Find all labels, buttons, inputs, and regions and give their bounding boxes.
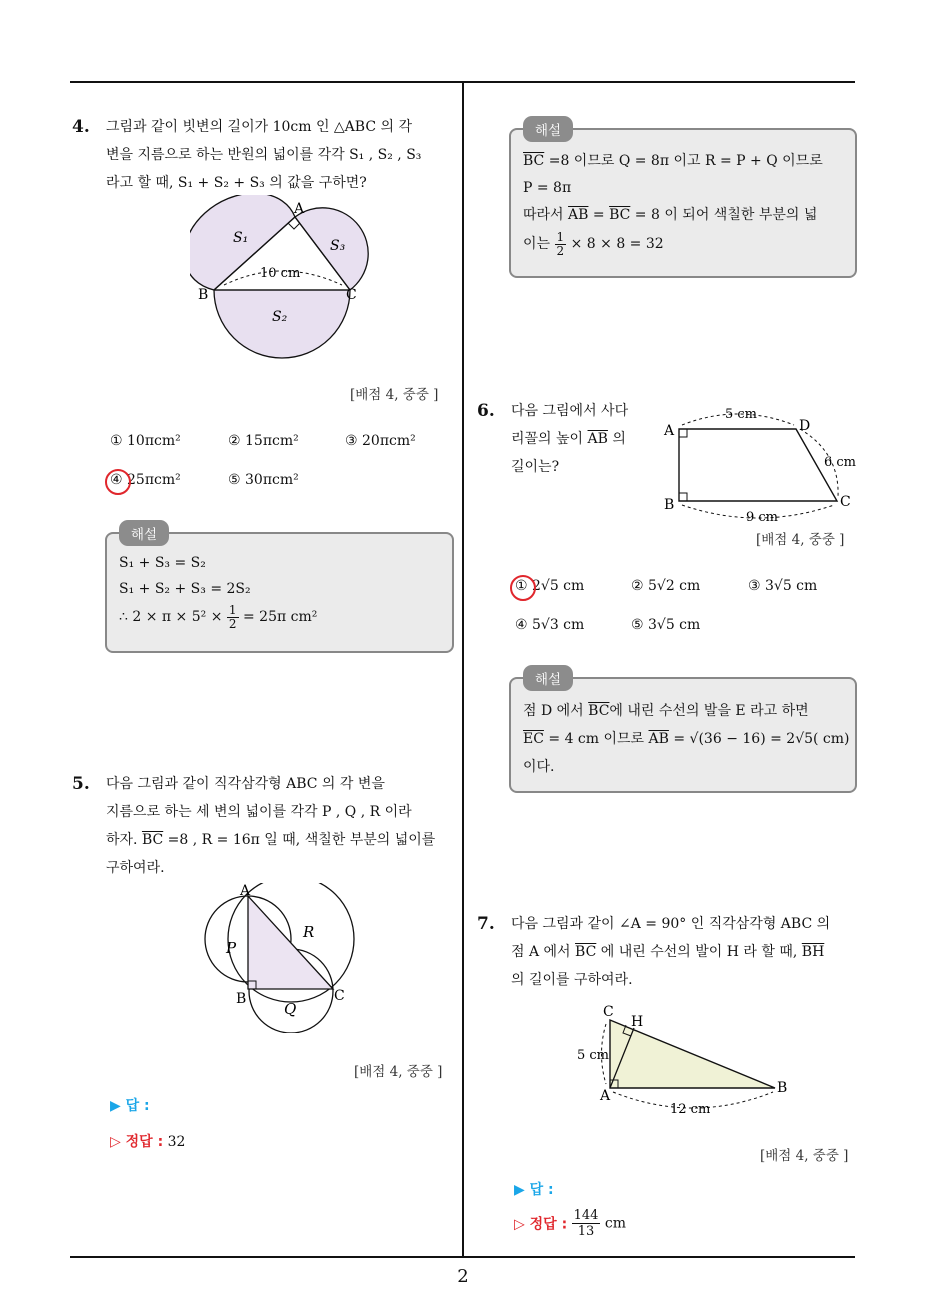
q5-explanation-box: 해설 $\overline{BC} =8$ 이므로 Q = 8π 이고 R = P + Q 이므로 P = 8π 따라서 $\overline{AB} = \overline{BC} = 8$ 이 되어 색칠한 부분의 넓 이는 $\frac{1}{2}$ × 8 × 8 = 32: [509, 128, 857, 278]
question-4-number: 4.: [72, 117, 90, 137]
q7-correct-answer: [514, 1208, 626, 1239]
q5-correct-value: 32: [167, 1134, 186, 1150]
q6-trapezoid: [679, 429, 837, 501]
q7-correct-fraction: $\frac{144}{13}$: [573, 1208, 599, 1239]
q4-explain-line3-result: = 25π cm²: [242, 609, 318, 625]
q4-choice-3[interactable]: ③ 20πcm²: [345, 433, 416, 449]
q6-label-D: D: [799, 418, 811, 434]
q5-label-P: P: [226, 939, 237, 957]
column-divider: [462, 81, 464, 1258]
q4-explain-line2: S₁ + S₂ + S₃ = 2S₂: [119, 581, 251, 597]
q6-answer-mark: [510, 575, 536, 601]
q4-choice-2[interactable]: ② 15πcm²: [228, 433, 299, 449]
q4-choice-4[interactable]: ④ 25πcm²: [110, 472, 181, 488]
q5-label-R: R: [303, 923, 315, 941]
q6-choice-3[interactable]: ③ 3√5 cm: [748, 578, 818, 594]
q5-line1: 다음 그림과 같이 직각삼각형 ABC 의 각 변을: [106, 776, 385, 792]
q4-figure: [190, 195, 380, 365]
q7-label-H: H: [631, 1014, 644, 1030]
q7-label-C: C: [603, 1004, 614, 1020]
q4-answer-mark: [105, 469, 131, 495]
q4-label-S1: S₁: [233, 230, 249, 246]
q6-choice-5[interactable]: ⑤ 3√5 cm: [631, 617, 701, 633]
q4-meta: [배점 4, 중중 ]: [350, 387, 439, 403]
q6-explanation-tag: 해설: [523, 665, 573, 691]
q4-choice-5[interactable]: ⑤ 30πcm²: [228, 472, 299, 488]
q4-label-C: C: [346, 287, 357, 303]
q4-label-S2: S₂: [272, 309, 288, 325]
q6-choice-4[interactable]: ④ 5√3 cm: [515, 617, 585, 633]
q4-explain-line3: ∴ 2 × π × 5² ×: [119, 609, 223, 625]
q5-triangle: [248, 896, 333, 989]
q4-explanation-box: [105, 527, 454, 653]
q4-explain-line1: S₁ + S₃ = S₂: [119, 555, 206, 571]
q7-label-A: A: [600, 1088, 611, 1104]
q6-label-top-length: 5 cm: [725, 407, 758, 422]
q7-correct-unit: cm: [604, 1215, 627, 1232]
q5-correct-answer: [110, 1131, 185, 1151]
q5-explanation-tag: 해설: [523, 116, 573, 142]
q4-label-length: 10 cm: [260, 266, 301, 281]
question-4-text: [106, 113, 456, 197]
q7-label-bottom-length: 12 cm: [670, 1102, 711, 1117]
q6-label-bottom-length: 9 cm: [746, 510, 779, 525]
q5-label-A: A: [240, 883, 251, 899]
q5-explain-fraction: $\frac{1}{2}$: [556, 229, 565, 258]
q4-label-A: A: [294, 201, 305, 217]
question-7-text: 다음 그림과 같이 ∠A = 90° 인 직각삼각형 ABC 의 점 A 에서 $\overline{BC}$ 에 내린 수선의 발이 H 라 할 때, $\overline{BH}$ 의 길이를 구하여라.: [511, 916, 831, 988]
q7-figure: [575, 1000, 795, 1122]
q7-label-left-length: 5 cm: [577, 1048, 610, 1063]
q5-label-Q: Q: [284, 1000, 297, 1018]
q6-label-A: A: [664, 423, 675, 439]
q6-label-B: B: [664, 497, 675, 513]
q7-triangle: [610, 1020, 775, 1088]
q4-line2: 변을 지름으로 하는 반원의 넓이를 각각 S₁ , S₂ , S₃: [106, 147, 422, 163]
q5-label-B: B: [236, 991, 247, 1007]
question-5-number: 5.: [72, 774, 90, 794]
question-5-text: 다음 그림과 같이 직각삼각형 ABC 의 각 변을 지름으로 하는 세 변의 넓이를 각각 P , Q , R 이라 하자. $\overline{BC} =8$ , R = 16π 일 때, 색칠한 부분의 넓이를 구하여라.: [106, 770, 458, 882]
q7-answer-label[interactable]: ▶ 답 :: [514, 1182, 554, 1198]
q5-line4: 구하여라.: [106, 860, 165, 876]
q7-label-B: B: [777, 1080, 788, 1096]
q5-correct-label: ▷ 정답 :: [110, 1134, 164, 1150]
q6-label-C: C: [840, 494, 851, 510]
q5-segment-BC: $\overline{BC}$: [141, 832, 164, 848]
q5-label-C: C: [334, 988, 345, 1004]
q5-figure: [200, 883, 370, 1033]
q4-line3: 라고 할 때, S₁ + S₂ + S₃ 의 값을 구하면?: [106, 175, 367, 191]
q4-line1: 그림과 같이 빗변의 길이가 10cm 인 △ABC 의 각: [106, 119, 413, 135]
q6-explanation-box: 해설 점 D 에서 $\overline{BC}$에 내린 수선의 발을 E 라고 하면 $\overline{EC} = 4$ cm 이므로 $\overline{AB} = √(36 - 16) = 2√5$( cm) 이다.: [509, 677, 857, 793]
q4-explanation-tag: 해설: [119, 520, 169, 546]
q6-choice-2[interactable]: ② 5√2 cm: [631, 578, 701, 594]
q5-answer-label[interactable]: ▶ 답 :: [110, 1098, 150, 1114]
q5-meta: [배점 4, 중중 ]: [354, 1064, 443, 1080]
question-6-text: 다음 그림에서 사다 리꼴의 높이 $\overline{AB}$ 의 길이는?: [511, 403, 629, 475]
q7-correct-label: ▷ 정답 :: [514, 1216, 568, 1233]
page-number: 2: [457, 1266, 469, 1287]
question-6-number: 6.: [477, 401, 495, 421]
q5-line2: 지름으로 하는 세 변의 넓이를 각각 P , Q , R 이라: [106, 804, 412, 820]
q4-choice-1[interactable]: ① 10πcm²: [110, 433, 181, 449]
q4-label-S3: S₃: [330, 238, 346, 254]
q7-meta: [배점 4, 중중 ]: [760, 1148, 849, 1164]
question-7-number: 7.: [477, 914, 495, 934]
q4-label-B: B: [198, 287, 209, 303]
q6-meta: [배점 4, 중중 ]: [756, 532, 845, 548]
q6-choice-1[interactable]: ① 2√5 cm: [515, 578, 585, 594]
q6-figure: [660, 403, 860, 525]
q4-explain-fraction: $\frac{1}{2}$: [228, 602, 237, 631]
q6-label-right-length: 6 cm: [824, 455, 857, 470]
